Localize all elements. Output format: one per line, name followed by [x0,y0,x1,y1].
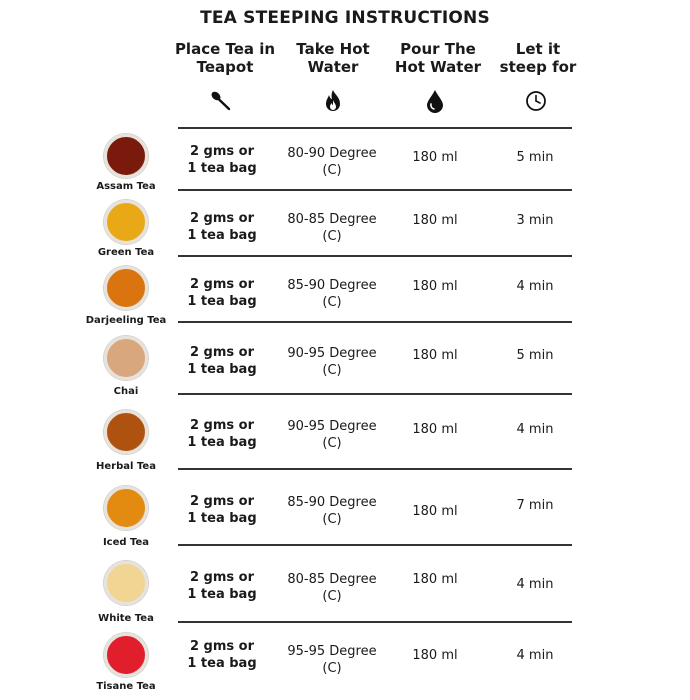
temperature-line: 85-90 Degree [287,495,377,510]
spoon-icon [208,88,234,114]
header-place-tea [170,40,280,76]
temperature-unit: (C) [322,229,342,244]
row-divider [178,393,572,395]
quantity-line: 1 tea bag [187,511,257,526]
quantity-line: 1 tea bag [187,435,257,450]
water-cell: 180 ml [412,213,458,228]
quantity-line: 2 gms or [189,639,255,654]
quantity-cell [180,276,264,310]
tea-name: Herbal Tea [96,461,156,472]
temperature-line: 80-90 Degree [287,146,377,161]
tea-name: Green Tea [97,247,155,258]
temperature-line: 80-85 Degree [287,572,377,587]
tea-cup-swatch [104,266,148,310]
steep-time-cell: 7 min [516,498,554,513]
row-divider [178,321,572,323]
quantity-line: 1 tea bag [187,294,257,309]
tea-name: White Tea [98,613,154,624]
tea-cup-swatch [104,336,148,380]
quantity-cell [180,417,264,451]
quantity-line: 2 gms or [189,211,255,226]
steep-time-cell: 4 min [516,577,554,592]
header-pour-water [383,40,493,76]
water-cell: 180 ml [412,572,458,587]
header-line: Water [307,58,359,76]
tea-name: Tisane Tea [96,681,156,692]
quantity-cell [180,493,264,527]
temperature-cell [280,643,384,677]
quantity-cell [180,638,264,672]
row-divider [178,255,572,257]
steep-time-cell: 4 min [516,648,554,663]
quantity-line: 2 gms or [189,418,255,433]
quantity-cell [180,143,264,177]
quantity-line: 2 gms or [189,570,255,585]
header-line: Place Tea in [174,40,276,58]
temperature-unit: (C) [322,163,342,178]
tea-name: Assam Tea [96,181,156,192]
water-cell: 180 ml [412,279,458,294]
quantity-line: 2 gms or [189,144,255,159]
row-divider [178,127,572,129]
steep-time-cell: 5 min [516,348,554,363]
temperature-cell [280,345,384,379]
quantity-cell [180,569,264,603]
row-divider [178,468,572,470]
quantity-cell [180,344,264,378]
header-line: Hot Water [394,58,482,76]
temperature-unit: (C) [322,436,342,451]
temperature-cell [280,277,384,311]
temperature-unit: (C) [322,295,342,310]
quantity-line: 1 tea bag [187,587,257,602]
temperature-cell [280,494,384,528]
temperature-line: 95-95 Degree [287,644,377,659]
temperature-line: 80-85 Degree [287,212,377,227]
water-drop-icon [422,88,448,114]
steep-time-cell: 3 min [516,213,554,228]
header-line: Let it [515,40,561,58]
water-cell: 180 ml [412,504,458,519]
temperature-cell [280,211,384,245]
temperature-cell [280,145,384,179]
quantity-line: 1 tea bag [187,161,257,176]
header-hot-water [278,40,388,76]
quantity-line: 1 tea bag [187,656,257,671]
quantity-line: 2 gms or [189,345,255,360]
temperature-unit: (C) [322,512,342,527]
temperature-cell [280,571,384,605]
tea-name: Darjeeling Tea [85,315,167,326]
temperature-cell [280,418,384,452]
quantity-line: 2 gms or [189,494,255,509]
row-divider [178,621,572,623]
tea-cup-swatch [104,200,148,244]
quantity-line: 2 gms or [189,277,255,292]
header-steep-time [483,40,593,76]
water-cell: 180 ml [412,648,458,663]
header-line: Pour The [400,40,476,58]
tea-name: Chai [113,386,139,397]
header-line: steep for [499,58,577,76]
steep-time-cell: 5 min [516,150,554,165]
clock-icon [523,88,549,114]
tea-cup-swatch [104,633,148,677]
tea-name: Iced Tea [102,537,150,548]
temperature-line: 85-90 Degree [287,278,377,293]
quantity-line: 1 tea bag [187,228,257,243]
water-cell: 180 ml [412,348,458,363]
temperature-unit: (C) [322,363,342,378]
header-line: Take Hot [296,40,370,58]
row-divider [178,544,572,546]
water-cell: 180 ml [412,422,458,437]
tea-cup-swatch [104,410,148,454]
row-divider [178,189,572,191]
header-line: Teapot [196,58,254,76]
quantity-cell [180,210,264,244]
temperature-unit: (C) [322,589,342,604]
temperature-line: 90-95 Degree [287,346,377,361]
steep-time-cell: 4 min [516,279,554,294]
water-cell: 180 ml [412,150,458,165]
fire-icon [320,88,346,114]
tea-cup-swatch [104,486,148,530]
tea-cup-swatch [104,134,148,178]
tea-cup-swatch [104,561,148,605]
temperature-unit: (C) [322,661,342,676]
quantity-line: 1 tea bag [187,362,257,377]
steep-time-cell: 4 min [516,422,554,437]
page-title: TEA STEEPING INSTRUCTIONS [200,8,490,28]
temperature-line: 90-95 Degree [287,419,377,434]
